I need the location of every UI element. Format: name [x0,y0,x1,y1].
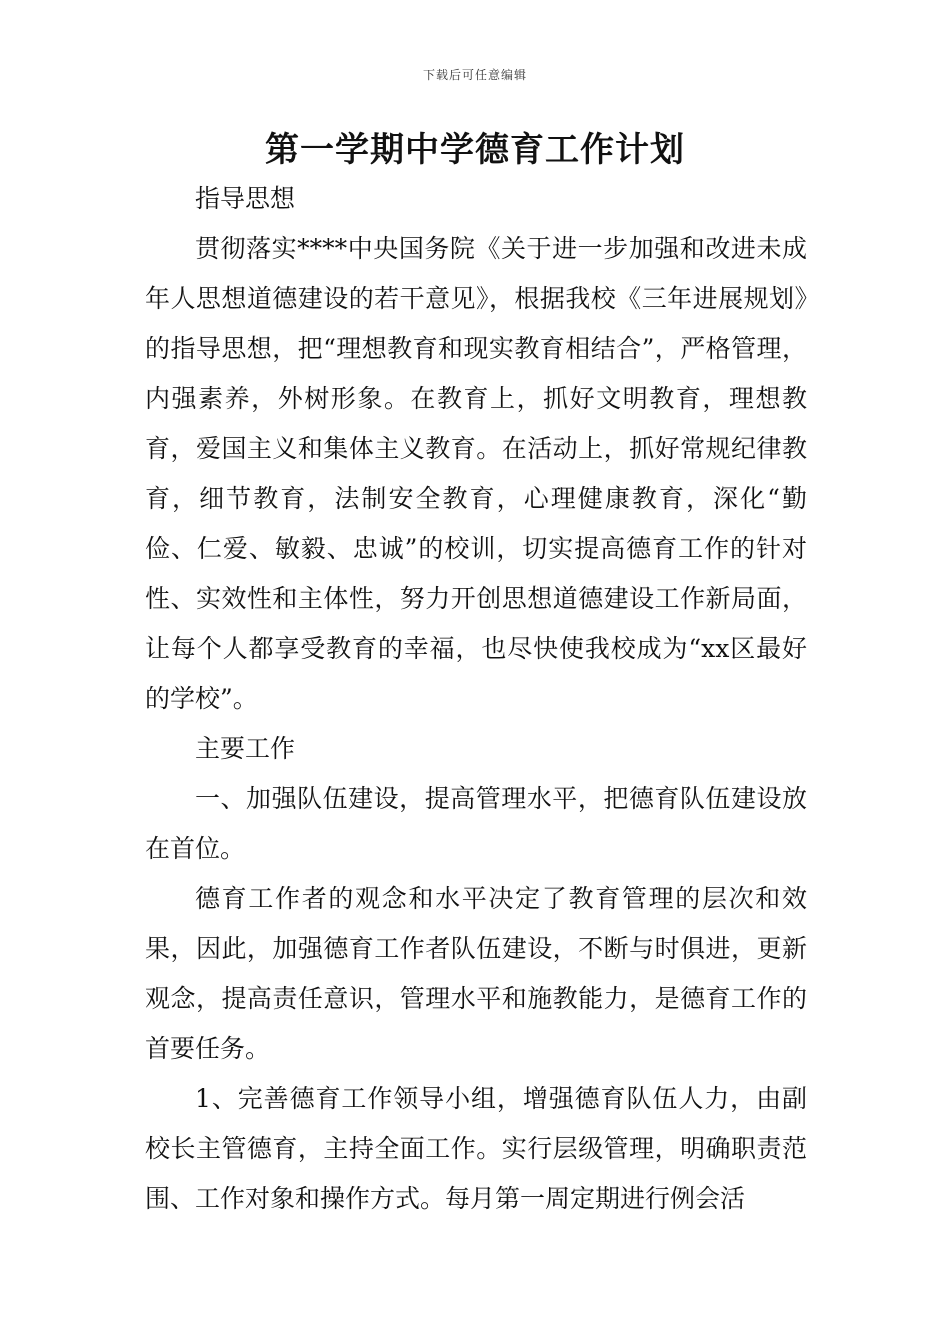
paragraph-item-1: 1、完善德育工作领导小组，增强德育队伍人力，由副校长主管德育，主持全面工作。实行层级管理，明确职责范围、工作对象和操作方式。每月第一周定期进行例会活 [145,1084,807,1213]
page-header-note: 下载后可任意编辑 [422,68,527,82]
document-title: 第一学期中学德育工作计划 [265,130,685,170]
paragraph-guiding-ideology: 贯彻落实****中央国务院《关于进一步加强和改进未成年人思想道德建设的若干意见》，根据我校《三年进展规划》的指导思想，把“理想教育和现实教育相结合”，严格管理，内强素养，外树形象。在教育上，抓好文明教育，理想教育，爱国主义和集体主义教育。在活动上，抓好常规纪律教育，细节教育，法制安全教育，心理健康教育，深化“勤俭、仁爱、敏毅、忠诚”的校训，切实提高德育工作的针对性、实效性和主体性，努力开创思想道德建设工作新局面，让每个人都享受教育的幸福，也尽快使我校成为“xx区最好的学校”。 [145,234,807,713]
paragraph-item-one-heading: 一、加强队伍建设，提高管理水平，把德育队伍建设放在首位。 [145,784,807,863]
document-body [145,174,807,1224]
section-heading-guiding-ideology: 指导思想 [195,184,296,213]
paragraph-team-building: 德育工作者的观念和水平决定了教育管理的层次和效果，因此，加强德育工作者队伍建设，不断与时俱进，更新观念，提高责任意识，管理水平和施教能力，是德育工作的首要任务。 [145,884,807,1063]
section-heading-main-work: 主要工作 [195,734,296,763]
